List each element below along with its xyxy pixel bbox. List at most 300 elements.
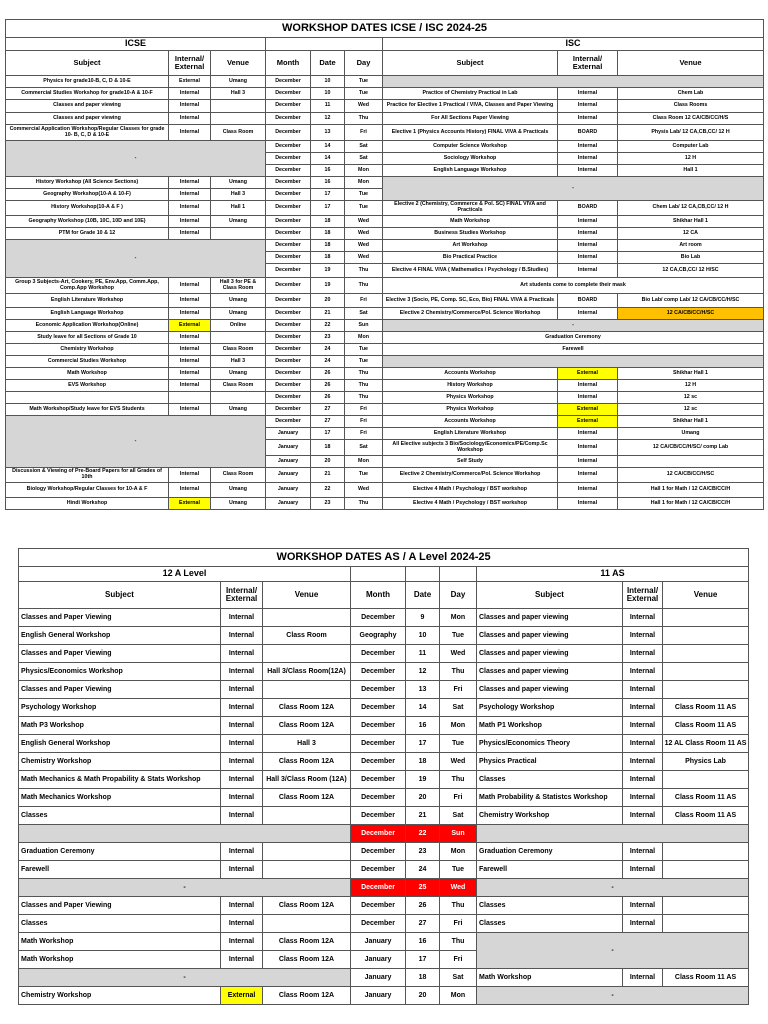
subject-cell: Psychology Workshop <box>19 699 221 717</box>
type-cell: External <box>558 368 618 380</box>
type-cell: BOARD <box>558 294 618 308</box>
type-cell: Internal <box>221 609 263 627</box>
table-row <box>6 332 764 344</box>
day-cell: Tue <box>345 76 383 88</box>
day-cell: Thu <box>345 368 383 380</box>
date-cell: 18 <box>311 252 345 264</box>
date-cell: 16 <box>311 177 345 189</box>
type-cell: Internal <box>221 753 263 771</box>
table-row <box>6 320 764 332</box>
month-cell: December <box>351 843 406 861</box>
venue-cell <box>263 843 351 861</box>
venue-cell <box>663 915 749 933</box>
empty-merged-cell: - <box>477 879 749 897</box>
day-cell: Thu <box>440 771 477 789</box>
subject-cell: Graduation Ceremony <box>19 843 221 861</box>
day-cell: Fri <box>345 404 383 416</box>
type-cell: Internal <box>558 308 618 320</box>
venue-cell <box>211 100 266 113</box>
venue-cell: Physics Lab <box>663 753 749 771</box>
day-cell: Tue <box>345 201 383 216</box>
month-cell: December <box>351 861 406 879</box>
empty-merged-cell: - <box>477 933 749 969</box>
type-cell: Internal <box>623 699 663 717</box>
month-cell: December <box>351 825 406 843</box>
day-cell: Wed <box>440 879 477 897</box>
date-cell: 14 <box>311 153 345 165</box>
subject-cell: Hindi Workshop <box>6 498 169 510</box>
venue-cell: Class Room 12A <box>263 717 351 735</box>
table-row <box>6 483 764 498</box>
month-cell: December <box>351 699 406 717</box>
subject-cell: Classes and paper viewing <box>6 100 169 113</box>
month-cell: January <box>266 468 311 483</box>
date-cell: 16 <box>406 717 440 735</box>
date-cell: 20 <box>311 456 345 468</box>
month-cell: December <box>266 113 311 125</box>
subject-cell: Computer Science Workshop <box>383 141 558 153</box>
date-cell: 11 <box>311 100 345 113</box>
subject-cell: Classes <box>477 915 623 933</box>
venue-cell: Class Room 12A <box>263 987 351 1005</box>
date-cell: 10 <box>406 627 440 645</box>
type-cell: Internal <box>558 392 618 404</box>
month-cell: December <box>266 308 311 320</box>
venue-cell <box>663 843 749 861</box>
type-cell: Internal <box>558 153 618 165</box>
subject-cell: Biology Workshop/Regular Classes for 10-A & F <box>6 483 169 498</box>
date-cell: 18 <box>311 216 345 228</box>
subject-cell: All Elective subjects 3 Bio/Sociology/Economics/PE/Comp.Sc Workshop <box>383 440 558 456</box>
subject-cell: Commercial Studies Workshop <box>6 356 169 368</box>
month-cell: December <box>266 392 311 404</box>
month-cell: December <box>266 100 311 113</box>
subject-cell: Elective 2 Chemistry/Commerce/Pol. Science Workshop <box>383 308 558 320</box>
month-cell: December <box>266 240 311 252</box>
type-cell: External <box>169 76 211 88</box>
venue-cell: Hall 1 <box>618 165 764 177</box>
month-cell: December <box>351 915 406 933</box>
date-cell: 20 <box>311 294 345 308</box>
venue-cell: Computer Lab <box>618 141 764 153</box>
type-cell: Internal <box>558 100 618 113</box>
venue-cell: Umang <box>211 483 266 498</box>
subject-cell: Farewell <box>19 861 221 879</box>
merged-event-cell: Graduation Ceremony <box>383 332 764 344</box>
type-cell: Internal <box>169 344 211 356</box>
table-row <box>6 380 764 392</box>
date-cell: 23 <box>311 332 345 344</box>
month-cell: December <box>351 681 406 699</box>
subject-cell: History Workshop(10-A & F ) <box>6 201 169 216</box>
table-row <box>6 100 764 113</box>
subject-cell: Classes <box>477 771 623 789</box>
venue-cell: 12 CA <box>618 228 764 240</box>
subject-cell: Math Workshop <box>477 969 623 987</box>
month-cell: December <box>266 177 311 189</box>
type-cell: Internal <box>169 88 211 100</box>
month-cell: January <box>351 933 406 951</box>
table-row <box>6 392 764 404</box>
month-cell: December <box>351 735 406 753</box>
type-cell: Internal <box>623 735 663 753</box>
date-cell: 19 <box>311 264 345 278</box>
subject-cell <box>6 392 169 404</box>
venue-cell: Umang <box>211 216 266 228</box>
date-cell: 24 <box>311 344 345 356</box>
month-cell: December <box>266 380 311 392</box>
month-cell: January <box>266 456 311 468</box>
type-cell: Internal <box>623 627 663 645</box>
month-cell: December <box>266 252 311 264</box>
day-cell: Fri <box>440 951 477 969</box>
type-cell: External <box>169 320 211 332</box>
type-cell: Internal <box>558 252 618 264</box>
date-cell: 9 <box>406 609 440 627</box>
table-row <box>6 294 764 308</box>
subject-cell: Commercial Studies Workshop for grade10-A & 10-F <box>6 88 169 100</box>
day-cell: Sun <box>440 825 477 843</box>
venue-cell: Class Room 12A <box>263 933 351 951</box>
venue-cell: 12 CA/CB/CC/H/SC/ comp Lab <box>618 440 764 456</box>
date-cell: 18 <box>406 753 440 771</box>
subject-cell: History Workshop (All Science Sections) <box>6 177 169 189</box>
day-cell: Sat <box>345 440 383 456</box>
subject-cell: Math P1 Workshop <box>477 717 623 735</box>
month-cell: January <box>266 483 311 498</box>
header-subject: Subject <box>6 51 169 76</box>
venue-cell: 12 H <box>618 380 764 392</box>
type-cell: Internal <box>169 404 211 416</box>
subject-cell: Math Workshop <box>6 368 169 380</box>
venue-cell: Hall 3/Class Room (12A) <box>263 771 351 789</box>
icse-isc-schedule-table <box>5 19 764 510</box>
type-cell: Internal <box>623 789 663 807</box>
header-month: Month <box>351 582 406 609</box>
day-cell: Wed <box>345 240 383 252</box>
date-cell: 21 <box>311 468 345 483</box>
header-subject-right: Subject <box>383 51 558 76</box>
subject-cell: Math Workshop <box>19 933 221 951</box>
empty-merged-cell <box>477 825 749 843</box>
day-cell: Mon <box>345 165 383 177</box>
type-cell: Internal <box>558 483 618 498</box>
date-cell: 26 <box>311 380 345 392</box>
type-cell: Internal <box>558 141 618 153</box>
date-cell: 21 <box>311 308 345 320</box>
date-cell: 19 <box>311 278 345 294</box>
subject-cell: English Language Workshop <box>383 165 558 177</box>
subject-cell: Physics/Economics Theory <box>477 735 623 753</box>
subject-cell: Chemistry Workshop <box>477 807 623 825</box>
table-row <box>6 141 764 153</box>
empty-merged-cell: - <box>6 141 266 177</box>
header-type: Internal/ External <box>221 582 263 609</box>
venue-cell: Physis Lab/ 12 CA,CB,CC/ 12 H <box>618 125 764 141</box>
empty-merged-cell <box>383 356 764 368</box>
type-cell: Internal <box>623 897 663 915</box>
month-cell: December <box>266 189 311 201</box>
subject-cell: Geography Workshop (10B, 10C, 10D and 10E) <box>6 216 169 228</box>
table-row <box>6 125 764 141</box>
subject-cell: English General Workshop <box>19 735 221 753</box>
table-row <box>6 76 764 88</box>
venue-cell: Umang <box>211 177 266 189</box>
venue-cell <box>263 609 351 627</box>
month-cell: December <box>266 356 311 368</box>
type-cell: Internal <box>221 717 263 735</box>
type-cell: Internal <box>169 201 211 216</box>
month-cell: December <box>351 771 406 789</box>
date-cell: 13 <box>311 125 345 141</box>
merged-event-cell: Art students come to complete their mask <box>383 278 764 294</box>
venue-cell: 12 sc <box>618 392 764 404</box>
month-cell: January <box>266 428 311 440</box>
subject-cell: Math Probability & Statistcs Workshop <box>477 789 623 807</box>
venue-cell: Class Room 12A <box>263 699 351 717</box>
date-cell: 19 <box>406 771 440 789</box>
type-cell: Internal <box>221 789 263 807</box>
table-row <box>19 681 749 699</box>
date-cell: 23 <box>311 498 345 510</box>
subject-cell: Classes <box>19 915 221 933</box>
venue-cell: Shikhar Hall 1 <box>618 416 764 428</box>
icse-section-heading: ICSE <box>6 38 266 51</box>
day-cell: Sat <box>440 699 477 717</box>
venue-cell <box>211 332 266 344</box>
header-type-right: Internal/ External <box>623 582 663 609</box>
month-cell: December <box>351 645 406 663</box>
table-row <box>6 468 764 483</box>
type-cell: External <box>558 416 618 428</box>
type-cell: Internal <box>558 88 618 100</box>
venue-cell <box>663 681 749 699</box>
type-cell: Internal <box>623 609 663 627</box>
type-cell: Internal <box>558 113 618 125</box>
date-cell: 14 <box>311 141 345 153</box>
subject-cell: Chemistry Workshop <box>19 987 221 1005</box>
month-cell: January <box>266 498 311 510</box>
venue-cell: Umang <box>211 368 266 380</box>
venue-cell: 12 AL Class Room 11 AS <box>663 735 749 753</box>
month-cell: December <box>266 125 311 141</box>
subject-cell: Math Workshop/Study leave for EVS Students <box>6 404 169 416</box>
month-cell: December <box>266 320 311 332</box>
table-row <box>19 771 749 789</box>
alevel-section-heading: 12 A Level <box>19 567 351 582</box>
type-cell: Internal <box>221 933 263 951</box>
date-cell: 18 <box>311 440 345 456</box>
date-cell: 10 <box>311 88 345 100</box>
venue-cell <box>663 663 749 681</box>
subject-cell: Math Workshop <box>19 951 221 969</box>
subject-cell: Accounts Workshop <box>383 416 558 428</box>
month-cell: December <box>351 897 406 915</box>
date-cell: 17 <box>311 189 345 201</box>
table-row <box>19 879 749 897</box>
subject-cell: Elective 2 Chemistry/Commerce/Pol. Science Workshop <box>383 468 558 483</box>
subject-cell: Elective 4 Math / Psychology / BST workshop <box>383 483 558 498</box>
subject-cell: Classes <box>477 897 623 915</box>
subject-cell: English Literature Workshop <box>6 294 169 308</box>
month-cell: December <box>266 228 311 240</box>
month-cell: Geography <box>351 627 406 645</box>
type-cell: Internal <box>558 468 618 483</box>
venue-cell: Class Room 12 CA/CB/CC/H/S <box>618 113 764 125</box>
type-cell: BOARD <box>558 125 618 141</box>
day-cell: Tue <box>345 344 383 356</box>
subject-cell: Self Study <box>383 456 558 468</box>
venue-cell: Shikhar Hall 1 <box>618 216 764 228</box>
venue-cell: Hall 1 for Math / 12 CA/CB/CC/H <box>618 483 764 498</box>
type-cell: Internal <box>221 915 263 933</box>
table-row <box>6 404 764 416</box>
subject-cell: Geography Workshop(10-A & 10-F) <box>6 189 169 201</box>
day-cell: Mon <box>440 843 477 861</box>
subject-cell: Physics/Economics Workshop <box>19 663 221 681</box>
type-cell: Internal <box>558 498 618 510</box>
month-cell: December <box>351 789 406 807</box>
day-cell: Tue <box>440 861 477 879</box>
venue-cell: Hall 3 for PE & Class Room <box>211 278 266 294</box>
month-cell: December <box>266 368 311 380</box>
date-cell: 23 <box>406 843 440 861</box>
venue-cell: 12 sc <box>618 404 764 416</box>
day-cell: Thu <box>440 933 477 951</box>
day-cell: Sat <box>440 969 477 987</box>
type-cell: BOARD <box>558 201 618 216</box>
venue-cell: 12 CA,CB,CC/ 12 H/SC <box>618 264 764 278</box>
subject-cell: Sociology Workshop <box>383 153 558 165</box>
table-row <box>6 356 764 368</box>
month-cell: December <box>266 416 311 428</box>
venue-cell: Class Room 12A <box>263 897 351 915</box>
day-cell: Wed <box>440 753 477 771</box>
day-cell: Wed <box>345 483 383 498</box>
venue-cell: Class Room 11 AS <box>663 789 749 807</box>
type-cell: External <box>221 987 263 1005</box>
day-cell: Fri <box>345 294 383 308</box>
table-row <box>6 177 764 189</box>
month-cell: December <box>266 201 311 216</box>
date-cell: 22 <box>406 825 440 843</box>
subject-cell: Classes and paper viewing <box>477 663 623 681</box>
day-cell: Wed <box>345 216 383 228</box>
day-cell: Wed <box>345 228 383 240</box>
subject-cell: Elective 4 Math / Psychology / BST workshop <box>383 498 558 510</box>
venue-cell <box>663 861 749 879</box>
venue-cell: Umang <box>211 404 266 416</box>
venue-cell: Class Room 11 AS <box>663 699 749 717</box>
table-row <box>6 344 764 356</box>
table-row <box>19 663 749 681</box>
empty-merged-cell: - <box>19 879 351 897</box>
type-cell: Internal <box>623 753 663 771</box>
table-row <box>19 609 749 627</box>
as-alevel-title: WORKSHOP DATES AS / A Level 2024-25 <box>19 549 749 567</box>
table-row <box>6 113 764 125</box>
type-cell: Internal <box>169 189 211 201</box>
day-cell: Sat <box>345 141 383 153</box>
month-cell: December <box>266 165 311 177</box>
venue-cell: Chem Lab/ 12 CA,CB,CC/ 12 H <box>618 201 764 216</box>
venue-cell: Online <box>211 320 266 332</box>
day-cell: Thu <box>345 264 383 278</box>
venue-cell: Umang <box>211 308 266 320</box>
table-row <box>6 216 764 228</box>
type-cell: External <box>558 404 618 416</box>
table-row <box>6 228 764 240</box>
type-cell: Internal <box>558 216 618 228</box>
subject-cell: Elective 2 (Chemistry, Commerce & Pol. SC) FINAL VIVA and Practicals <box>383 201 558 216</box>
subject-cell: Physics for grade10-B, C, D & 10-E <box>6 76 169 88</box>
date-cell: 12 <box>311 113 345 125</box>
day-cell: Fri <box>345 125 383 141</box>
table-row <box>19 861 749 879</box>
month-cell: December <box>266 294 311 308</box>
subject-cell: English Language Workshop <box>6 308 169 320</box>
table-row <box>19 933 749 951</box>
date-cell: 22 <box>311 483 345 498</box>
day-cell: Sat <box>440 807 477 825</box>
venue-cell: Hall 3 <box>211 88 266 100</box>
day-cell: Fri <box>440 681 477 699</box>
subject-cell: Physics Workshop <box>383 404 558 416</box>
month-cell: December <box>266 141 311 153</box>
table-row <box>19 807 749 825</box>
subject-cell: For All Sections Paper Viewing <box>383 113 558 125</box>
table-row <box>19 987 749 1005</box>
day-cell: Tue <box>345 468 383 483</box>
type-cell: Internal <box>221 861 263 879</box>
merged-event-cell: Farewell <box>383 344 764 356</box>
date-cell: 24 <box>311 356 345 368</box>
venue-cell <box>263 645 351 663</box>
empty-merged-cell <box>19 825 351 843</box>
subject-cell: Chemistry Workshop <box>6 344 169 356</box>
venue-cell: Hall 3 <box>211 189 266 201</box>
month-cell: December <box>351 879 406 897</box>
venue-cell: Bio Lab/ comp Lab/ 12 CA/CB/CC/H/SC <box>618 294 764 308</box>
venue-cell: Umang <box>211 76 266 88</box>
header-type: Internal/ External <box>169 51 211 76</box>
table-row <box>19 627 749 645</box>
type-cell: Internal <box>169 177 211 189</box>
subject-cell: Economic Application Workshop(Online) <box>6 320 169 332</box>
venue-cell: Class Room 11 AS <box>663 807 749 825</box>
header-venue-right: Venue <box>663 582 749 609</box>
subject-cell: Practice of Chemistry Practical in Lab <box>383 88 558 100</box>
day-cell: Mon <box>345 332 383 344</box>
subject-cell: Classes and paper viewing <box>6 113 169 125</box>
venue-cell <box>211 228 266 240</box>
type-cell: Internal <box>623 681 663 699</box>
venue-cell <box>263 861 351 879</box>
type-cell: Internal <box>623 969 663 987</box>
date-cell: 12 <box>406 663 440 681</box>
subject-cell: EVS Workshop <box>6 380 169 392</box>
venue-cell: Chem Lab <box>618 88 764 100</box>
venue-cell: Hall 3/Class Room(12A) <box>263 663 351 681</box>
day-cell: Mon <box>440 717 477 735</box>
date-cell: 20 <box>406 987 440 1005</box>
subject-cell: Business Studies Workshop <box>383 228 558 240</box>
day-cell: Sat <box>345 153 383 165</box>
day-cell: Tue <box>345 356 383 368</box>
month-cell: December <box>351 753 406 771</box>
type-cell: Internal <box>221 771 263 789</box>
empty-cell <box>266 38 383 51</box>
